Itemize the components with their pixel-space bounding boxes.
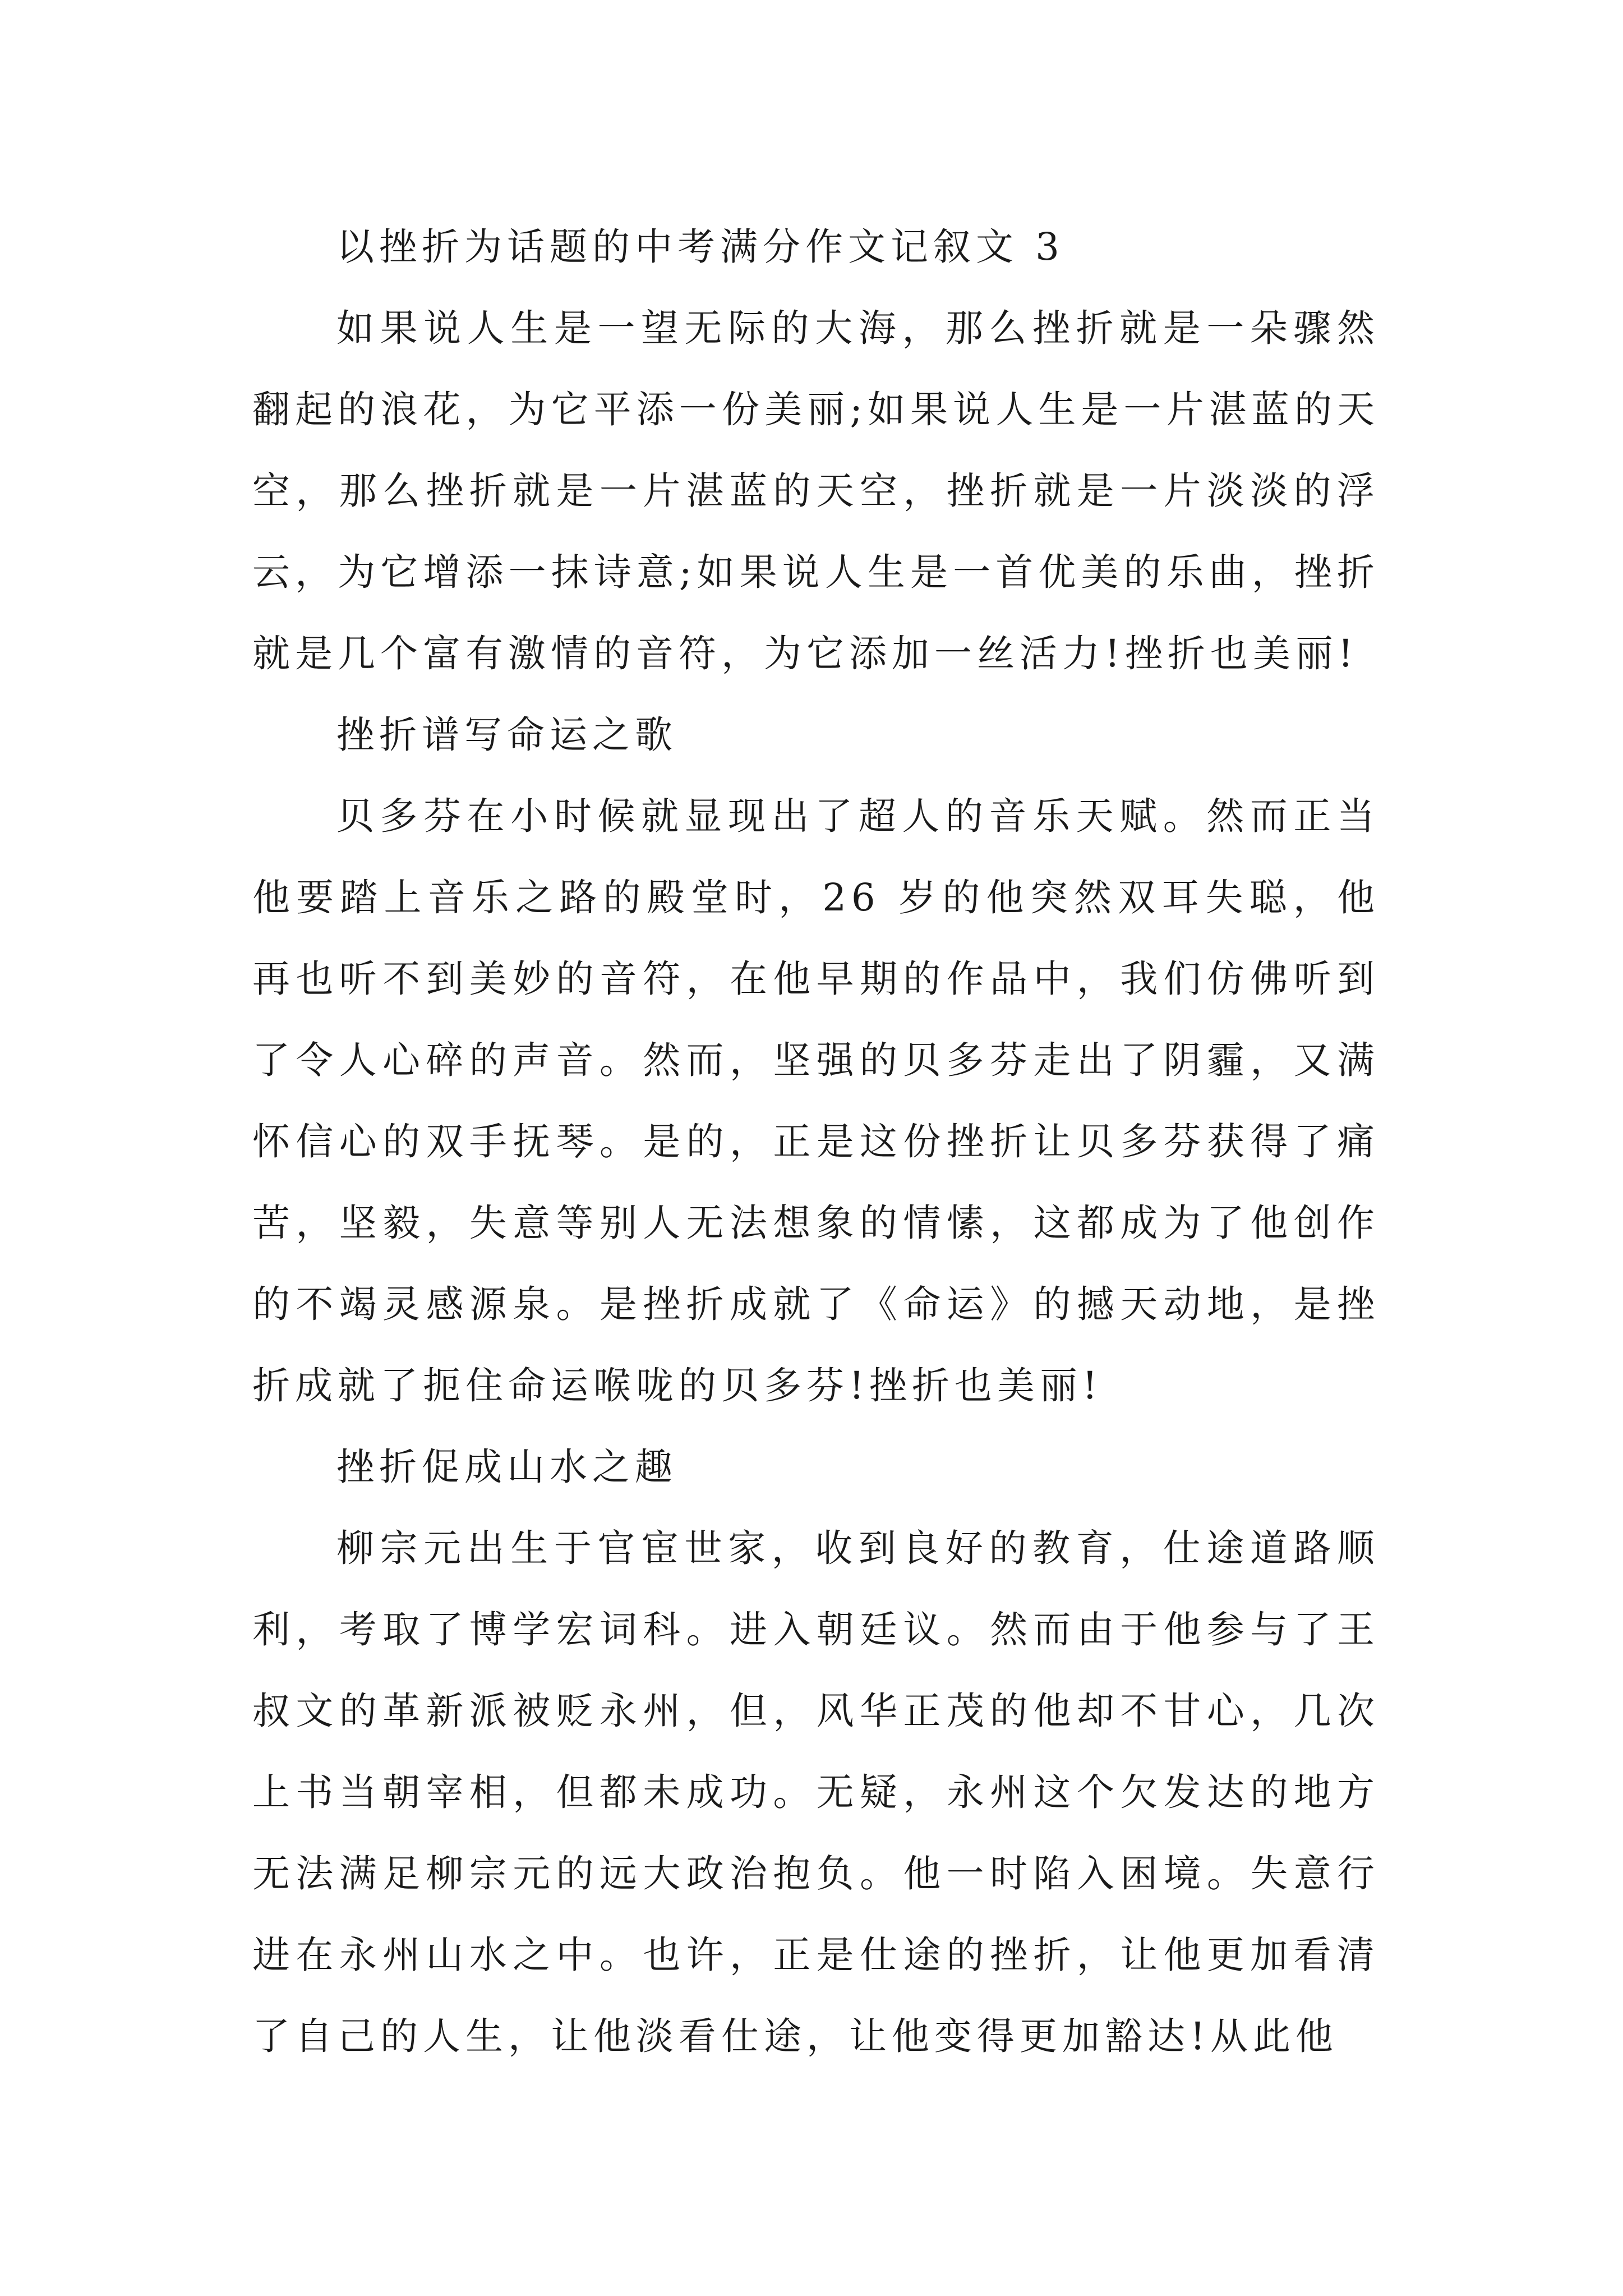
document-body: [252, 206, 1380, 2077]
document-title: 以挫折为话题的中考满分作文记叙文 3: [336, 225, 1064, 269]
liu-zongyuan-paragraph: 柳宗元出生于官宦世家，收到良好的教育，仕途道路顺利，考取了博学宏词科。进入朝廷议。然而由于他参与了王叔文的革新派被贬永州，但，风华正茂的他却不甘心，几次上书当朝宰相，但都未成功。无疑，永州这个欠发达的地方无法满足柳宗元的远大政治抱负。他一时陷入困境。失意行进在永州山水之中。也许，正是仕途的挫折，让他更加看清了自己的人生，让他淡看仕途，让他变得更加豁达!从此他: [252, 1526, 1380, 2058]
beethoven-paragraph: 贝多芬在小时候就显现出了超人的音乐天赋。然而正当他要踏上音乐之路的殿堂时，26 岁的他突然双耳失聪，他再也听不到美妙的音符，在他早期的作品中，我们仿佛听到了令人心碎的声音。然而，坚强的贝多芬走出了阴霾，又满怀信心的双手抚琴。是的，正是这份挫折让贝多芬获得了痛苦，坚毅，失意等别人无法想象的情愫，这都成为了他创作的不竭灵感源泉。是挫折成就了《命运》的撼天动地，是挫折成就了扼住命运喉咙的贝多芬!挫折也美丽!: [252, 794, 1380, 1407]
section-heading-landscape: 挫折促成山水之趣: [336, 1445, 677, 1489]
intro-paragraph: 如果说人生是一望无际的大海，那么挫折就是一朵骤然翻起的浪花，为它平添一份美丽;如果说人生是一片湛蓝的天空，那么挫折就是一片湛蓝的天空，挫折就是一片淡淡的浮云，为它增添一抹诗意;如果说人生是一首优美的乐曲，挫折就是几个富有激情的音符，为它添加一丝活力!挫折也美丽!: [252, 306, 1380, 675]
section-heading-fate: 挫折谱写命运之歌: [336, 713, 677, 757]
